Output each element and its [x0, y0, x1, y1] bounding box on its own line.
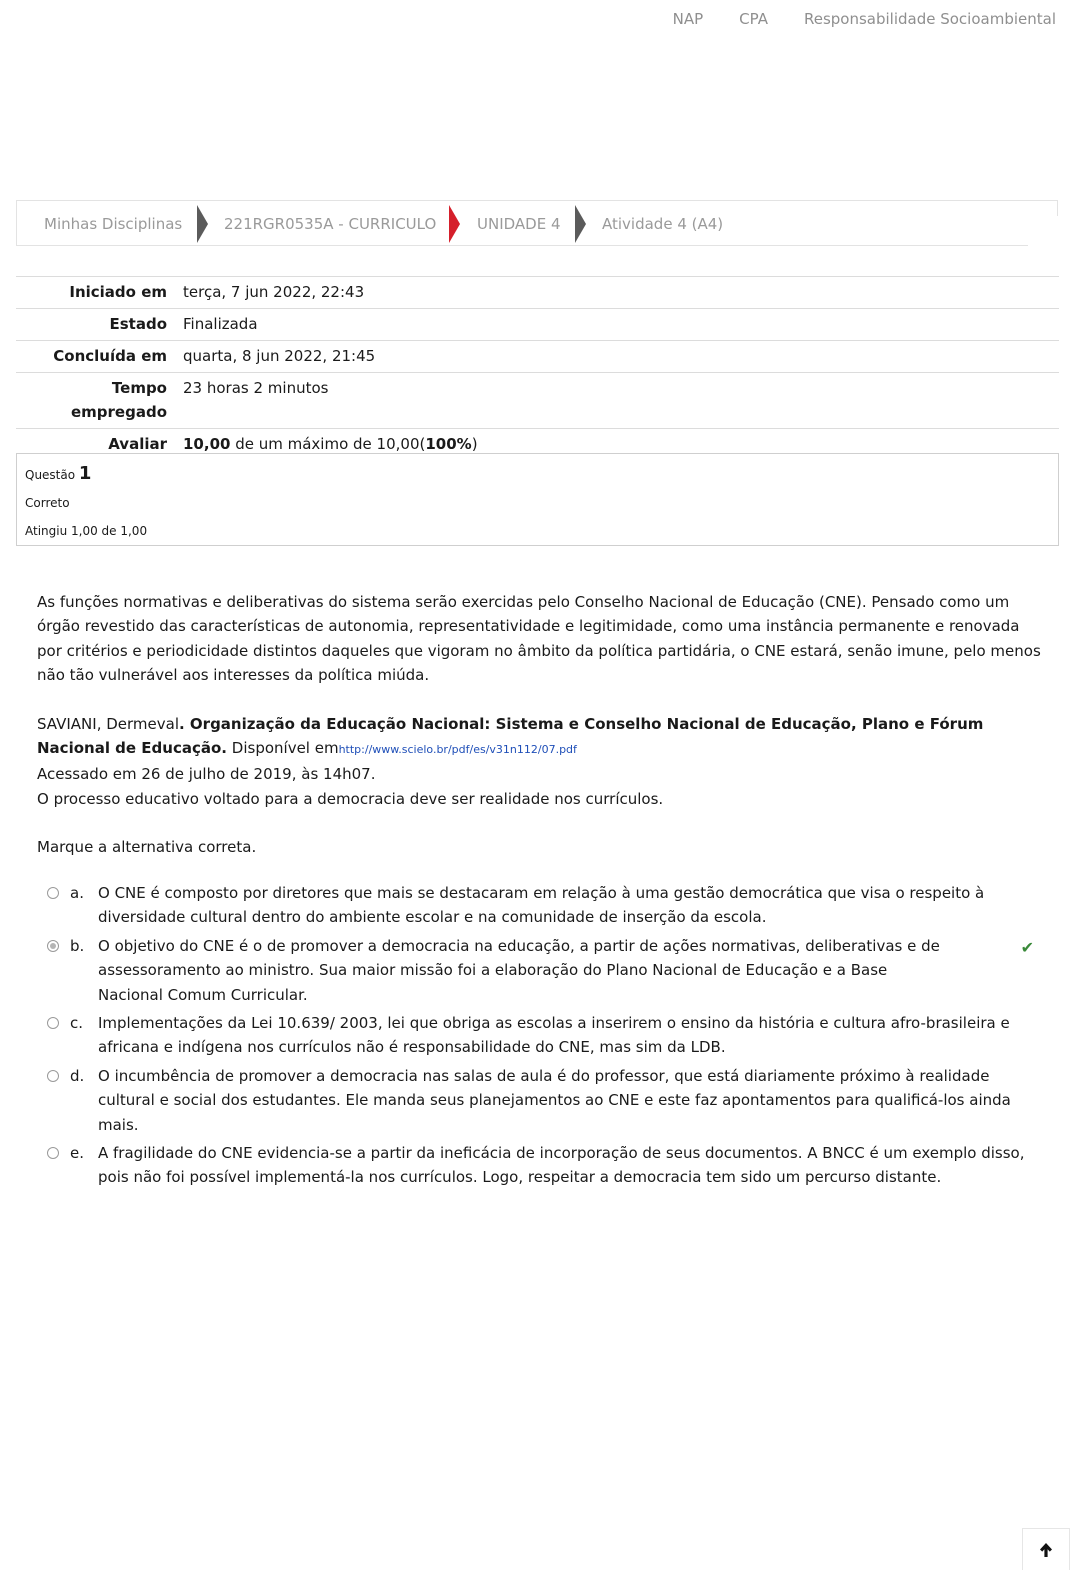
breadcrumb-separator-active: [449, 205, 460, 243]
nav-link-responsabilidade[interactable]: Responsabilidade Socioambiental: [803, 10, 1056, 28]
option-text: Implementações da Lei 10.639/ 2003, lei que obriga as escolas a inserirem o ensino da história e cultura afro-brasileira e africana e indígena nos currículos não é responsabilidade do CNE, mas sim da LDB.: [98, 1014, 1010, 1057]
reference-link[interactable]: http://www.scielo.br/pdf/es/v31n112/07.pdf: [338, 743, 577, 757]
option-letter: c.: [70, 1014, 84, 1033]
attempt-summary: [16, 276, 1059, 461]
summary-value: terça, 7 jun 2022, 22:43: [183, 283, 365, 301]
arrow-up-icon: [1038, 1542, 1054, 1558]
option-letter: b.: [70, 936, 85, 955]
answer-option-e[interactable]: [44, 1141, 1034, 1190]
breadcrumb-course[interactable]: 221RGR0535A - CURRICULO: [224, 215, 437, 233]
summary-label: Estado: [109, 315, 167, 333]
summary-label-line2: empregado: [70, 403, 167, 421]
option-text: O CNE é composto por diretores que mais se destacaram em relação à uma gestão democrática que visa o respeito à diversidade cultural dentro do ambiente escolar e na comunidade de inserção da escola.: [98, 884, 985, 927]
grade-mid: de um máximo de 10,00(: [230, 435, 426, 453]
breadcrumb: [16, 200, 1028, 246]
answer-option-d[interactable]: [44, 1064, 1034, 1137]
reference-accessed: Acessado em 26 de julho de 2019, às 14h07.: [37, 765, 376, 784]
option-text: O objetivo do CNE é o de promover a democracia na educação, a partir de ações normativas, deliberativas e de assessoramento ao ministro. Sua maior missão foi a elaboração do Plano Nacional de Educação e a Base Nacional Comum Curricular.: [98, 936, 940, 1004]
reference-available: Disponível em: [227, 739, 339, 758]
summary-row-state: [16, 309, 1059, 341]
breadcrumb-separator: [197, 205, 208, 243]
summary-label: Avaliar: [108, 435, 167, 453]
question-prompt: Marque a alternativa correta.: [37, 838, 257, 857]
question-mark: Atingiu 1,00 de 1,00: [25, 524, 148, 538]
option-letter: d.: [70, 1066, 85, 1085]
summary-row-time: [16, 373, 1059, 429]
radio-button[interactable]: [47, 887, 59, 899]
radio-button-selected[interactable]: [47, 940, 59, 952]
summary-row-completed: [16, 341, 1059, 373]
summary-value: quarta, 8 jun 2022, 21:45: [183, 347, 376, 365]
summary-value: Finalizada: [183, 315, 258, 333]
option-letter: a.: [70, 884, 84, 902]
radio-button[interactable]: [47, 1070, 59, 1082]
reference-author: SAVIANI, Dermeval: [37, 714, 179, 733]
question-reference: [37, 712, 1042, 763]
question-statement: O processo educativo voltado para a democracia deve ser realidade nos currículos.: [37, 789, 664, 808]
radio-button[interactable]: [47, 1017, 59, 1029]
answer-option-c[interactable]: [44, 1011, 1034, 1060]
breadcrumb-activity[interactable]: Atividade 4 (A4): [602, 215, 724, 233]
breadcrumb-minhas-disciplinas[interactable]: Minhas Disciplinas: [44, 215, 183, 233]
reference-title: . Organização da Educação Nacional: Sistema e Conselho Nacional de Educação, Plano e Fórum Nacional de Educação.: [37, 714, 984, 758]
nav-link-cpa[interactable]: CPA: [739, 10, 768, 28]
summary-label: Concluída em: [53, 347, 167, 365]
option-text: A fragilidade do CNE evidencia-se a partir da ineficácia de incorporação de seus documentos. A BNCC é um exemplo disso, pois não foi possível implementá-la nos currículos. Logo, respeitar a democracia tem sido um percurso distante.: [98, 1144, 1025, 1187]
option-text: O incumbência de promover a democracia nas salas de aula é do professor, que está diariamente próximo à realidade cultural e social dos estudantes. Ele manda seus planejamentos ao CNE e este faz apontamentos para qualificá-los ainda mais.: [98, 1066, 1011, 1134]
grade-score: 10,00: [183, 435, 231, 453]
answer-options: [44, 881, 1034, 1194]
summary-row-started: [16, 277, 1059, 309]
answer-option-b[interactable]: [44, 934, 1034, 1007]
top-navigation: [673, 10, 1056, 28]
question-info: [16, 453, 1059, 546]
nav-link-nap[interactable]: NAP: [672, 10, 704, 28]
back-to-top-button[interactable]: [1022, 1528, 1070, 1570]
breadcrumb-unit[interactable]: UNIDADE 4: [477, 215, 561, 233]
radio-button[interactable]: [47, 1147, 59, 1159]
summary-label: [16, 373, 183, 428]
summary-label-line1: Tempo: [111, 379, 167, 397]
breadcrumb-edge: [1028, 200, 1058, 216]
question-number-value: 1: [78, 463, 92, 484]
question-number: [25, 460, 1050, 489]
breadcrumb-separator: [575, 205, 586, 243]
summary-value: 23 horas 2 minutos: [183, 379, 329, 397]
answer-option-a[interactable]: [44, 881, 1034, 930]
check-icon: ✔: [1020, 937, 1034, 957]
grade-end: ): [471, 435, 478, 453]
question-paragraph: As funções normativas e deliberativas do sistema serão exercidas pelo Conselho Nacional de Educação (CNE). Pensado como um órgão revestido das características de autonomia, representatividade e legitimidade, como uma instância permanente e renovada por critérios e periodicidade distintos daqueles que vigoram no âmbito da política partidária, o CNE estará, senão imune, pelo menos não tão vulnerável aos interesses da política miúda.: [37, 593, 1041, 685]
grade-percent: 100%: [425, 435, 472, 453]
option-letter: e.: [70, 1144, 84, 1163]
question-status: Correto: [25, 496, 70, 510]
question-text: [37, 590, 1042, 860]
summary-label: Iniciado em: [69, 283, 167, 301]
question-label: Questão: [25, 468, 76, 482]
